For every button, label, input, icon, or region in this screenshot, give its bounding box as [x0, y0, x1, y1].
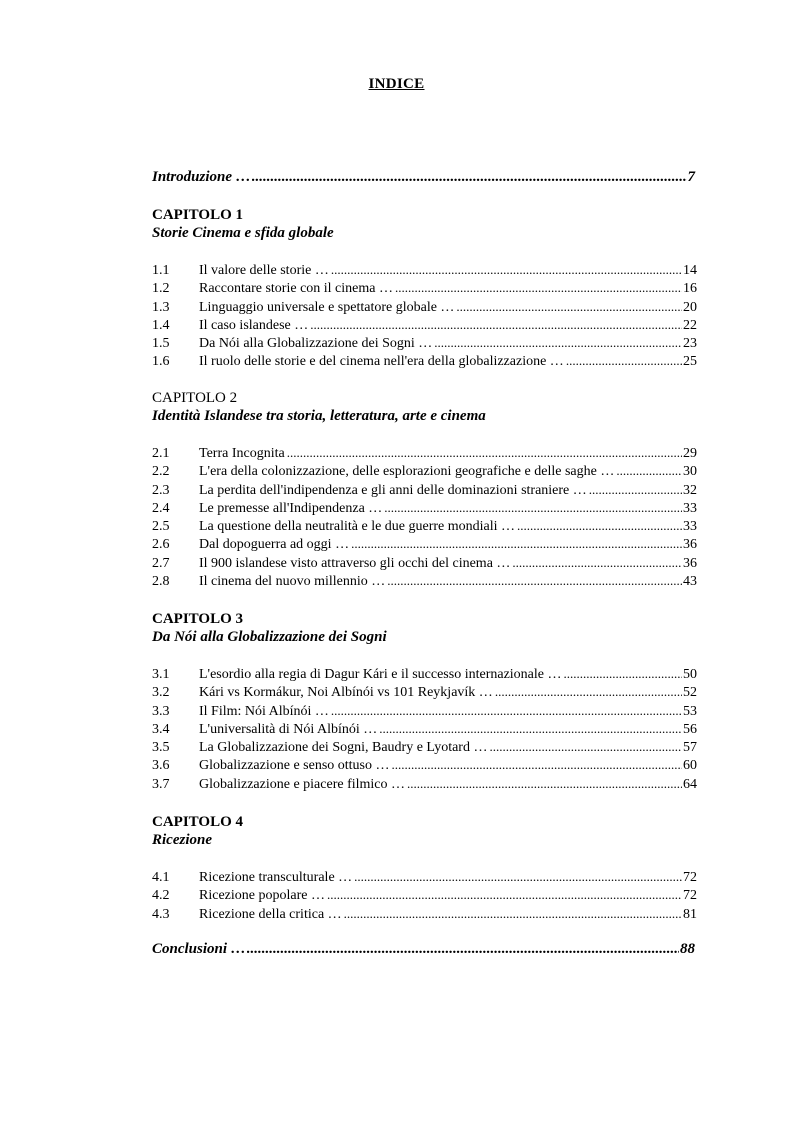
entry-page: 23	[683, 336, 697, 352]
entry-title: Ricezione popolare …	[199, 888, 325, 904]
entry-number: 2.4	[152, 500, 170, 516]
entry-title: Globalizzazione e piacere filmico …	[199, 776, 406, 792]
entry-number: 2.2	[152, 464, 170, 480]
chapter-3-subtitle: Da Nói alla Globalizzazione dei Sogni	[152, 629, 387, 645]
entry-number: 1.1	[152, 263, 170, 278]
chapter-3-entries	[152, 665, 697, 793]
chapter-2-subtitle: Identità Islandese tra storia, letteratura, arte e cinema	[152, 408, 486, 424]
entry-page: 81	[683, 906, 697, 922]
entry-page: 14	[683, 263, 697, 278]
toc-entry[interactable]	[152, 535, 697, 553]
dot-leader	[327, 886, 682, 904]
entry-number: 1.3	[152, 299, 170, 315]
dot-leader	[489, 738, 682, 756]
page-title: INDICE	[368, 76, 425, 92]
toc-entry[interactable]	[152, 868, 697, 886]
toc-entry[interactable]	[152, 905, 697, 923]
entry-number: 3.5	[152, 740, 170, 756]
entry-number: 3.2	[152, 685, 170, 701]
entry-title: L'universalità di Nói Albínói …	[199, 721, 378, 737]
toc-introduction[interactable]	[152, 169, 695, 186]
entry-page: 64	[683, 776, 697, 792]
entry-page: 29	[683, 446, 697, 461]
entry-number: 1.5	[152, 336, 170, 352]
entry-number: 3.3	[152, 703, 170, 719]
entry-title: Il ruolo delle storie e del cinema nell'era della globalizzazione …	[199, 354, 564, 370]
entry-title: Raccontare storie con il cinema …	[199, 281, 393, 297]
entry-page: 36	[683, 555, 697, 571]
dot-leader	[395, 279, 682, 297]
entry-page: 60	[683, 758, 697, 774]
dot-leader	[387, 572, 682, 590]
entry-page: 57	[683, 740, 697, 756]
dot-leader	[456, 298, 682, 316]
entry-page: 30	[683, 464, 697, 480]
entry-number: 3.7	[152, 776, 170, 792]
entry-page: 53	[683, 703, 697, 719]
entry-page: 33	[683, 519, 697, 535]
entry-title: La perdita dell'indipendenza e gli anni delle dominazioni straniere …	[199, 482, 587, 498]
entry-title: La Globalizzazione dei Sogni, Baudry e Lyotard …	[199, 740, 488, 756]
entry-page: 52	[683, 685, 697, 701]
toc-entry[interactable]	[152, 334, 697, 352]
conclusion-label: Conclusioni …	[152, 941, 246, 957]
chapter-1-entries	[152, 261, 697, 371]
conclusion-page: 88	[680, 941, 695, 957]
entry-title: La questione della neutralità e le due guerre mondiali …	[199, 519, 516, 535]
toc-entry[interactable]	[152, 665, 697, 683]
entry-title: L'era della colonizzazione, delle esplorazioni geografiche e delle saghe …	[199, 464, 615, 480]
introduction-page: 7	[687, 169, 695, 185]
dot-leader	[434, 334, 682, 352]
toc-entry[interactable]	[152, 756, 697, 774]
entry-page: 72	[683, 870, 697, 885]
entry-title: Linguaggio universale e spettatore globale …	[199, 299, 455, 315]
entry-page: 20	[683, 299, 697, 315]
dot-leader	[351, 535, 682, 553]
entry-title: Dal dopoguerra ad oggi …	[199, 537, 350, 553]
toc-entry[interactable]	[152, 886, 697, 904]
toc-entry[interactable]	[152, 720, 697, 738]
entry-title: Da Nói alla Globalizzazione dei Sogni …	[199, 336, 433, 352]
entry-page: 72	[683, 888, 697, 904]
toc-entry[interactable]	[152, 462, 697, 480]
entry-number: 3.1	[152, 667, 170, 682]
entry-title: Il valore delle storie …	[199, 263, 329, 278]
entry-number: 2.1	[152, 446, 170, 461]
toc-entry[interactable]	[152, 517, 697, 535]
entry-page: 25	[683, 354, 697, 370]
entry-title: L'esordio alla regia di Dagur Kári e il successo internazionale …	[199, 667, 562, 682]
entry-title: Il cinema del nuovo millennio …	[199, 574, 386, 590]
chapter-4-subtitle: Ricezione	[152, 832, 212, 848]
entry-title: Ricezione della critica …	[199, 906, 342, 922]
dot-leader	[287, 444, 682, 462]
entry-page: 50	[683, 667, 697, 682]
entry-number: 3.4	[152, 721, 170, 737]
entry-page: 16	[683, 281, 697, 297]
toc-entry[interactable]	[152, 572, 697, 590]
chapter-2-heading: CAPITOLO 2	[152, 390, 238, 406]
toc-entry[interactable]	[152, 554, 697, 572]
toc-entry[interactable]	[152, 298, 697, 316]
entry-number: 4.2	[152, 888, 170, 904]
dot-leader	[495, 683, 682, 701]
toc-entry[interactable]	[152, 444, 697, 462]
dot-leader	[517, 517, 682, 535]
entry-number: 1.6	[152, 354, 170, 370]
dot-leader	[616, 462, 682, 480]
dot-leader	[252, 169, 687, 186]
dot-leader	[344, 905, 682, 923]
chapter-1-subtitle: Storie Cinema e sfida globale	[152, 225, 334, 241]
entry-title: Il caso islandese …	[199, 317, 309, 333]
dot-leader	[310, 316, 682, 334]
dot-leader	[566, 352, 682, 370]
entry-page: 33	[683, 500, 697, 516]
entry-number: 2.8	[152, 574, 170, 590]
dot-leader	[379, 720, 682, 738]
toc-entry[interactable]	[152, 683, 697, 701]
entry-title: Kári vs Kormákur, Noi Albínói vs 101 Reykjavík …	[199, 685, 493, 701]
chapter-2-entries	[152, 444, 697, 590]
toc-entry[interactable]	[152, 775, 697, 793]
entry-number: 3.6	[152, 758, 170, 774]
dot-leader	[392, 756, 682, 774]
entry-number: 2.3	[152, 482, 170, 498]
entry-page: 32	[683, 482, 697, 498]
dot-leader	[331, 261, 682, 279]
entry-title: Ricezione transculturale …	[199, 870, 353, 885]
toc-entry[interactable]	[152, 481, 697, 499]
toc-entry[interactable]	[152, 279, 697, 297]
entry-page: 43	[683, 574, 697, 590]
toc-entry[interactable]	[152, 316, 697, 334]
entry-page: 36	[683, 537, 697, 553]
toc-entry[interactable]	[152, 261, 697, 279]
dot-leader	[384, 499, 682, 517]
entry-number: 4.3	[152, 906, 170, 922]
dot-leader	[512, 554, 682, 572]
entry-number: 2.5	[152, 519, 170, 535]
entry-number: 2.7	[152, 555, 170, 571]
dot-leader	[331, 702, 682, 720]
dot-leader	[247, 941, 679, 958]
entry-title: Terra Incognita	[199, 446, 285, 461]
entry-title: Il Film: Nói Albínói …	[199, 703, 329, 719]
toc-entry[interactable]	[152, 352, 697, 370]
entry-title: Il 900 islandese visto attraverso gli occhi del cinema …	[199, 555, 511, 571]
dot-leader	[354, 868, 682, 886]
chapter-3-heading: CAPITOLO 3	[152, 611, 243, 627]
toc-conclusion[interactable]	[152, 941, 695, 958]
dot-leader	[589, 481, 682, 499]
dot-leader	[407, 775, 682, 793]
chapter-4-entries	[152, 868, 697, 923]
entry-page: 56	[683, 721, 697, 737]
entry-page: 22	[683, 317, 697, 333]
toc-entry[interactable]	[152, 738, 697, 756]
chapter-1-heading: CAPITOLO 1	[152, 207, 243, 223]
entry-number: 2.6	[152, 537, 170, 553]
entry-number: 1.2	[152, 281, 170, 297]
entry-number: 1.4	[152, 317, 170, 333]
entry-title: Globalizzazione e senso ottuso …	[199, 758, 390, 774]
toc-entry[interactable]	[152, 499, 697, 517]
entry-title: Le premesse all'Indipendenza …	[199, 500, 383, 516]
chapter-4-heading: CAPITOLO 4	[152, 814, 243, 830]
introduction-label: Introduzione …	[152, 169, 251, 185]
entry-number: 4.1	[152, 870, 170, 885]
toc-entry[interactable]	[152, 702, 697, 720]
dot-leader	[564, 665, 683, 683]
